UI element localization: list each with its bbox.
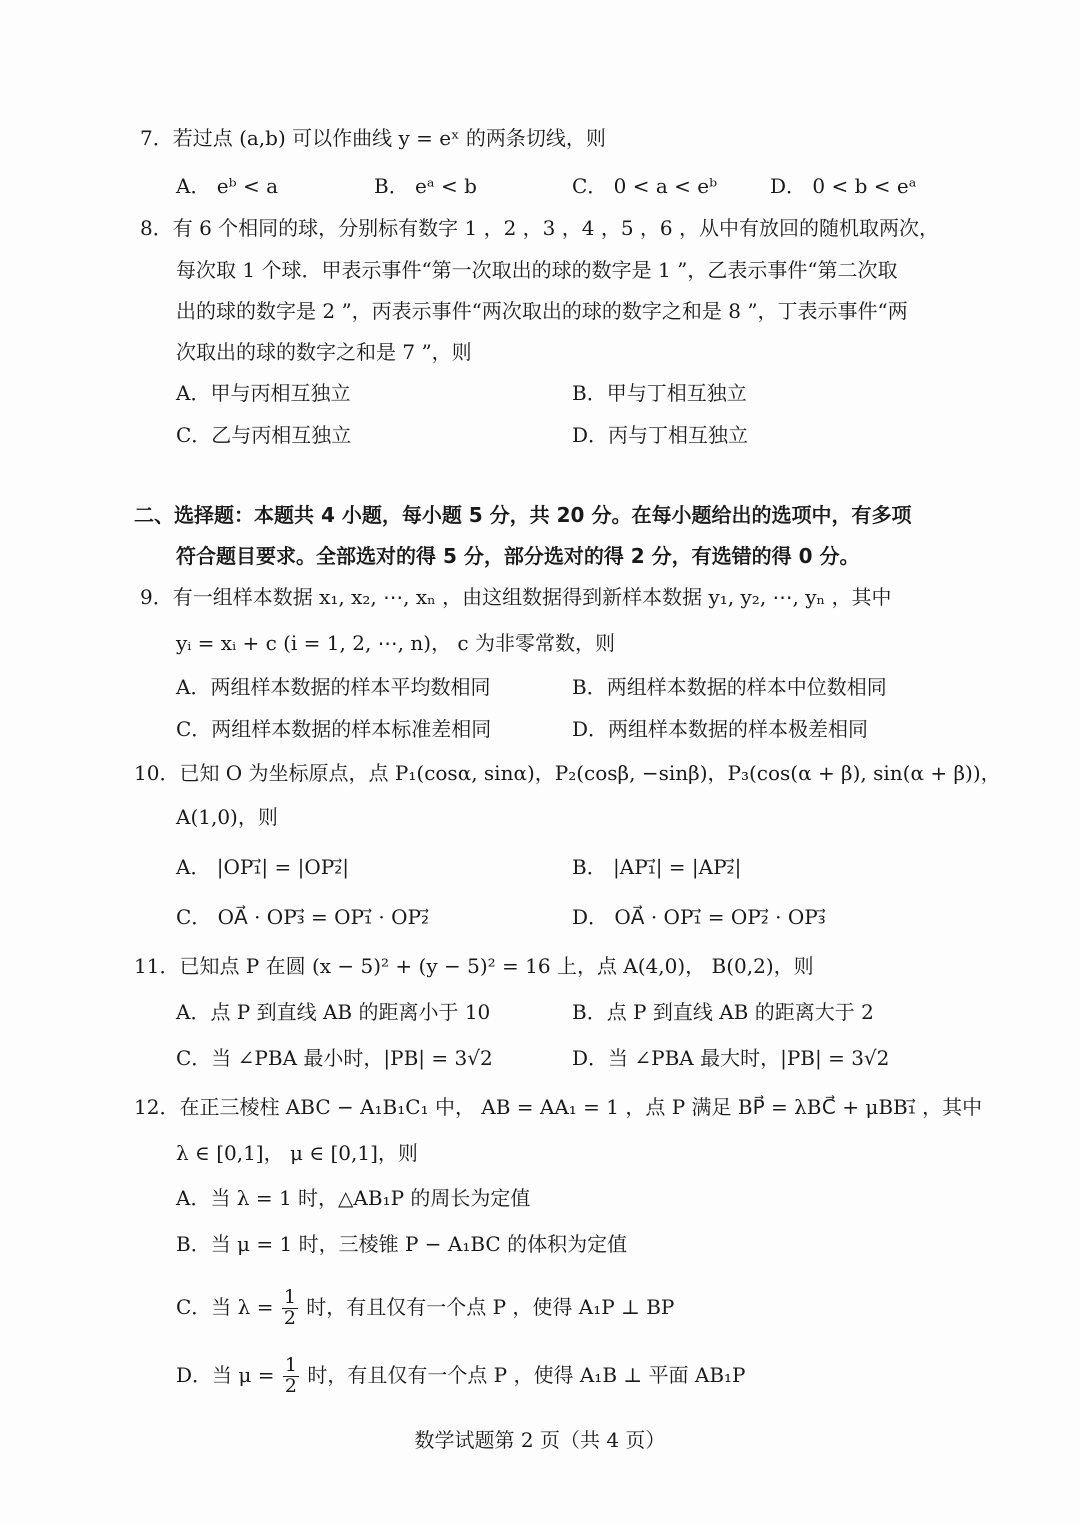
q7-stem: 7．若过点 (a,b) 可以作曲线 y = eˣ 的两条切线，则 bbox=[140, 126, 606, 150]
section-2-heading: 二、选择题：本题共 4 小题，每小题 5 分，共 20 分。在每小题给出的选项中，有多项 bbox=[134, 503, 912, 527]
q8-option-a: A．甲与丙相互独立 bbox=[176, 381, 351, 405]
q8-line-1: 8．有 6 个相同的球，分别标有数字 1 ，2 ，3 ，4 ，5 ，6 ，从中有放回的随机取两次， bbox=[140, 216, 940, 240]
q11-option-b: B．点 P 到直线 AB 的距离大于 2 bbox=[572, 1000, 874, 1024]
q9-option-a: A．两组样本数据的样本平均数相同 bbox=[176, 675, 491, 699]
fraction-numerator: 1 bbox=[283, 1286, 296, 1309]
q9-option-c: C．两组样本数据的样本标准差相同 bbox=[176, 717, 492, 741]
fraction-one-half bbox=[283, 1356, 299, 1397]
q11-option-d: D．当 ∠PBA 最大时，|PB| = 3√2 bbox=[572, 1046, 890, 1070]
page-footer: 数学试题第 2 页（共 4 页） bbox=[414, 1428, 666, 1452]
q10-option-c: C． OA⃗ · OP₃⃗ = OP₁⃗ · OP₂⃗ bbox=[176, 905, 429, 929]
q12-line-1: 12．在正三棱柱 ABC − A₁B₁C₁ 中， AB = AA₁ = 1 ，点 P 满足 BP⃗ = λBC⃗ + μBB₁⃗ ，其中 bbox=[134, 1095, 983, 1119]
q12-option-d-prefix: D．当 μ = bbox=[176, 1363, 275, 1387]
q10-option-d: D． OA⃗ · OP₁⃗ = OP₂⃗ · OP₃⃗ bbox=[572, 905, 826, 929]
q8-line-2: 每次取 1 个球．甲表示事件“第一次取出的球的数字是 1 ”，乙表示事件“第二次取 bbox=[176, 258, 898, 282]
q8-option-c: C．乙与丙相互独立 bbox=[176, 423, 352, 447]
q10-line-1: 10．已知 O 为坐标原点，点 P₁(cosα, sinα)，P₂(cosβ, −sinβ)，P₃(cos(α + β), sin(α + β))， bbox=[134, 761, 1001, 785]
q7-option-a: A． eᵇ < a bbox=[176, 174, 279, 198]
q9-line-1: 9．有一组样本数据 x₁, x₂, ⋯, xₙ ，由这组数据得到新样本数据 y₁, y₂, ⋯, yₙ ，其中 bbox=[140, 585, 892, 609]
q12-option-b: B．当 μ = 1 时，三棱锥 P − A₁BC 的体积为定值 bbox=[176, 1232, 628, 1256]
q12-option-c-prefix: C．当 λ = bbox=[176, 1295, 274, 1319]
q12-line-2: λ ∈ [0,1]， μ ∈ [0,1]，则 bbox=[176, 1141, 418, 1165]
q7-option-c: C． 0 < a < eᵇ bbox=[572, 174, 718, 198]
q7-option-b: B． eᵃ < b bbox=[374, 174, 477, 198]
q8-option-b: B．甲与丁相互独立 bbox=[572, 381, 747, 405]
q9-line-2: yᵢ = xᵢ + c (i = 1, 2, ⋯, n)， c 为非零常数，则 bbox=[176, 631, 615, 655]
q11-stem: 11．已知点 P 在圆 (x − 5)² + (y − 5)² = 16 上，点 A(4,0)， B(0,2)，则 bbox=[134, 954, 814, 978]
q7-option-d: D． 0 < b < eᵃ bbox=[770, 174, 917, 198]
fraction-numerator: 1 bbox=[284, 1354, 297, 1377]
fraction-one-half bbox=[282, 1288, 298, 1329]
fraction-denominator: 2 bbox=[283, 1307, 296, 1329]
q12-option-a: A．当 λ = 1 时，△AB₁P 的周长为定值 bbox=[176, 1186, 531, 1210]
q8-line-3: 出的球的数字是 2 ”，丙表示事件“两次取出的球的数字之和是 8 ”，丁表示事件“两 bbox=[176, 299, 908, 323]
q9-option-d: D．两组样本数据的样本极差相同 bbox=[572, 717, 869, 741]
q10-line-2: A(1,0)，则 bbox=[176, 805, 278, 829]
q9-option-b: B．两组样本数据的样本中位数相同 bbox=[572, 675, 887, 699]
q12-option-d-suffix: 时，有且仅有一个点 P ，使得 A₁B ⊥ 平面 AB₁P bbox=[307, 1363, 746, 1387]
q8-line-4: 次取出的球的数字之和是 7 ”，则 bbox=[176, 340, 472, 364]
q10-option-b: B． |AP₁⃗| = |AP₂⃗| bbox=[572, 855, 742, 879]
section-2-instructions: 符合题目要求。全部选对的得 5 分，部分选对的得 2 分，有选错的得 0 分。 bbox=[176, 544, 860, 568]
q11-option-a: A．点 P 到直线 AB 的距离小于 10 bbox=[176, 1000, 491, 1024]
q12-option-c-suffix: 时，有且仅有一个点 P ，使得 A₁P ⊥ BP bbox=[306, 1295, 675, 1319]
q10-option-a: A． |OP₁⃗| = |OP₂⃗| bbox=[176, 855, 349, 879]
q8-option-d: D．丙与丁相互独立 bbox=[572, 423, 749, 447]
fraction-denominator: 2 bbox=[284, 1375, 297, 1397]
q12-option-d bbox=[176, 1350, 746, 1400]
q11-option-c: C．当 ∠PBA 最小时，|PB| = 3√2 bbox=[176, 1046, 493, 1070]
q12-option-c bbox=[176, 1282, 674, 1332]
